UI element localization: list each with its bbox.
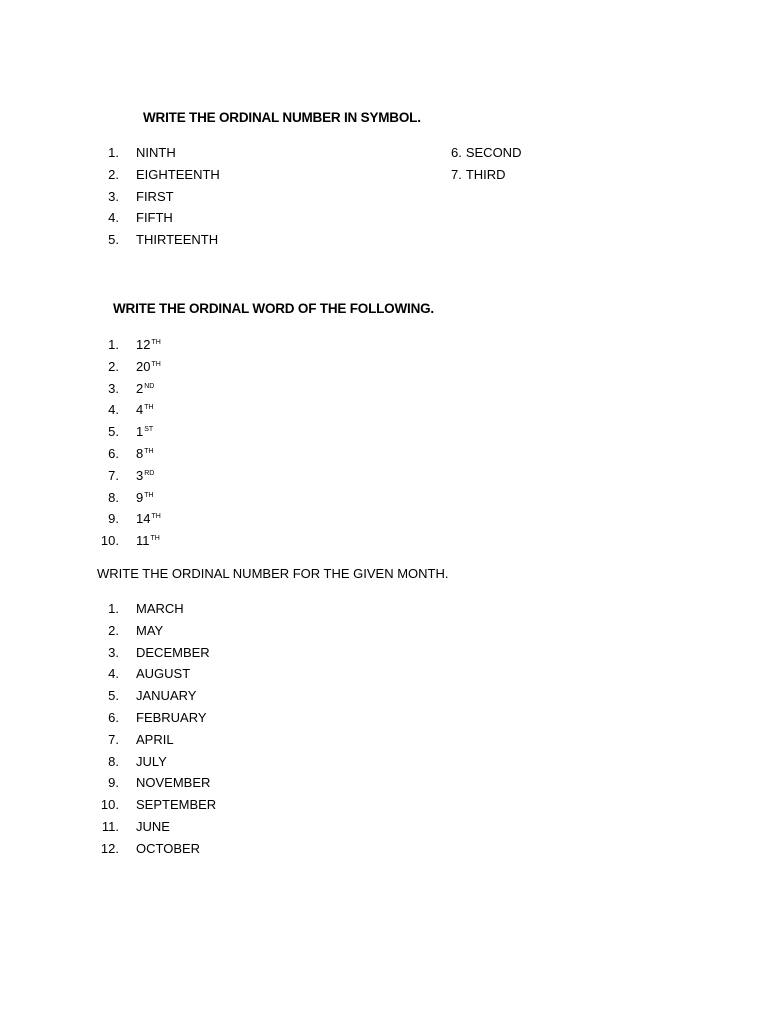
ordinal-base: 20 [136, 358, 151, 374]
list-item [97, 229, 220, 251]
section1-list-col1 [97, 142, 220, 251]
item-number: 7. [108, 731, 119, 747]
list-item [97, 421, 161, 443]
item-text: FIFTH [136, 210, 173, 226]
ordinal-base: 8 [136, 445, 144, 461]
list-item [97, 465, 161, 487]
item-number: 4. [108, 210, 119, 226]
item-text: EIGHTEENTH [136, 166, 220, 182]
item-number: 2. [108, 622, 119, 638]
item-number: 6. [108, 445, 119, 461]
ordinal-suffix: TH [151, 339, 161, 346]
list-item [97, 142, 220, 164]
item-text: FIRST [136, 188, 174, 204]
item-number: 10. [100, 797, 119, 813]
item-text: NOVEMBER [136, 775, 211, 791]
list-item [97, 530, 161, 552]
list-item [97, 164, 220, 186]
list-item [451, 164, 521, 186]
item-number: 7. [108, 467, 119, 483]
list-item [97, 356, 161, 378]
item-number: 2. [108, 358, 119, 374]
list-item [97, 794, 216, 816]
item-text: JANUARY [136, 688, 197, 704]
section3-heading: WRITE THE ORDINAL NUMBER FOR THE GIVEN MONTH. [97, 566, 449, 581]
list-item [97, 663, 216, 685]
item-number: 5. [108, 424, 119, 440]
ordinal-base: 11 [136, 533, 150, 549]
ordinal-base: 3 [136, 467, 144, 483]
item-number: 1. [108, 337, 119, 352]
list-item [97, 772, 216, 794]
list-item [97, 186, 220, 208]
list-item [97, 399, 161, 421]
list-item [97, 838, 216, 860]
item-number: 5. [108, 688, 119, 704]
ordinal-suffix: ST [144, 426, 154, 434]
list-item [97, 443, 161, 465]
section2-list [97, 334, 161, 552]
item-number: 6. [451, 145, 462, 160]
list-item [97, 207, 220, 229]
ordinal-suffix: TH [144, 404, 154, 412]
item-text: JULY [136, 753, 167, 769]
list-item [97, 642, 216, 664]
ordinal-suffix: TH [151, 513, 161, 521]
item-text: AUGUST [136, 666, 191, 682]
list-item [97, 816, 216, 838]
list-item [97, 378, 161, 400]
item-text: MAY [136, 622, 164, 638]
list-item [97, 598, 216, 620]
ordinal-base: 14 [136, 511, 151, 527]
item-text: APRIL [136, 731, 174, 747]
item-number: 3. [108, 380, 119, 396]
section1-heading: WRITE THE ORDINAL NUMBER IN SYMBOL. [143, 110, 421, 125]
section1-list-col2 [451, 142, 521, 186]
item-text: MARCH [136, 601, 184, 616]
item-number: 12. [100, 840, 119, 856]
section3-list [97, 598, 216, 860]
ordinal-suffix: TH [151, 360, 161, 368]
item-text: NINTH [136, 145, 176, 160]
item-number: 1. [108, 601, 119, 616]
ordinal-suffix: TH [144, 491, 154, 499]
ordinal-suffix: TH [150, 535, 160, 543]
list-item [97, 334, 161, 356]
list-item [97, 729, 216, 751]
item-text: SECOND [465, 145, 522, 160]
ordinal-base: 1 [136, 424, 144, 440]
ordinal-base: 9 [136, 489, 144, 505]
list-item [97, 707, 216, 729]
item-text: OCTOBER [136, 840, 201, 856]
item-text: THIRTEENTH [136, 232, 219, 248]
item-text: DECEMBER [136, 644, 210, 660]
ordinal-base: 2 [136, 380, 144, 396]
section2-heading: WRITE THE ORDINAL WORD OF THE FOLLOWING. [113, 301, 434, 316]
list-item [97, 487, 161, 509]
item-number: 1. [108, 145, 119, 160]
ordinal-base: 12 [136, 337, 151, 352]
list-item [97, 620, 216, 642]
ordinal-suffix: RD [144, 469, 155, 477]
list-item [97, 508, 161, 530]
item-number: 7. [451, 166, 462, 182]
item-text: SEPTEMBER [136, 797, 217, 813]
item-number: 2. [108, 166, 119, 182]
item-text: THIRD [465, 166, 506, 182]
item-number: 11. [101, 818, 119, 834]
item-number: 6. [108, 709, 119, 725]
ordinal-base: 4 [136, 402, 144, 418]
item-number: 9. [108, 775, 119, 791]
item-number: 5. [108, 232, 119, 248]
item-number: 4. [108, 402, 119, 418]
item-number: 10. [100, 533, 119, 549]
item-number: 4. [108, 666, 119, 682]
item-number: 8. [108, 489, 119, 505]
item-number: 8. [108, 753, 119, 769]
ordinal-suffix: TH [144, 447, 154, 455]
item-text: FEBRUARY [136, 709, 207, 725]
item-number: 3. [108, 644, 119, 660]
item-number: 9. [108, 511, 119, 527]
list-item [97, 685, 216, 707]
list-item [97, 751, 216, 773]
item-number: 3. [108, 188, 119, 204]
ordinal-suffix: ND [144, 382, 155, 390]
list-item [451, 142, 521, 164]
item-text: JUNE [136, 818, 170, 834]
